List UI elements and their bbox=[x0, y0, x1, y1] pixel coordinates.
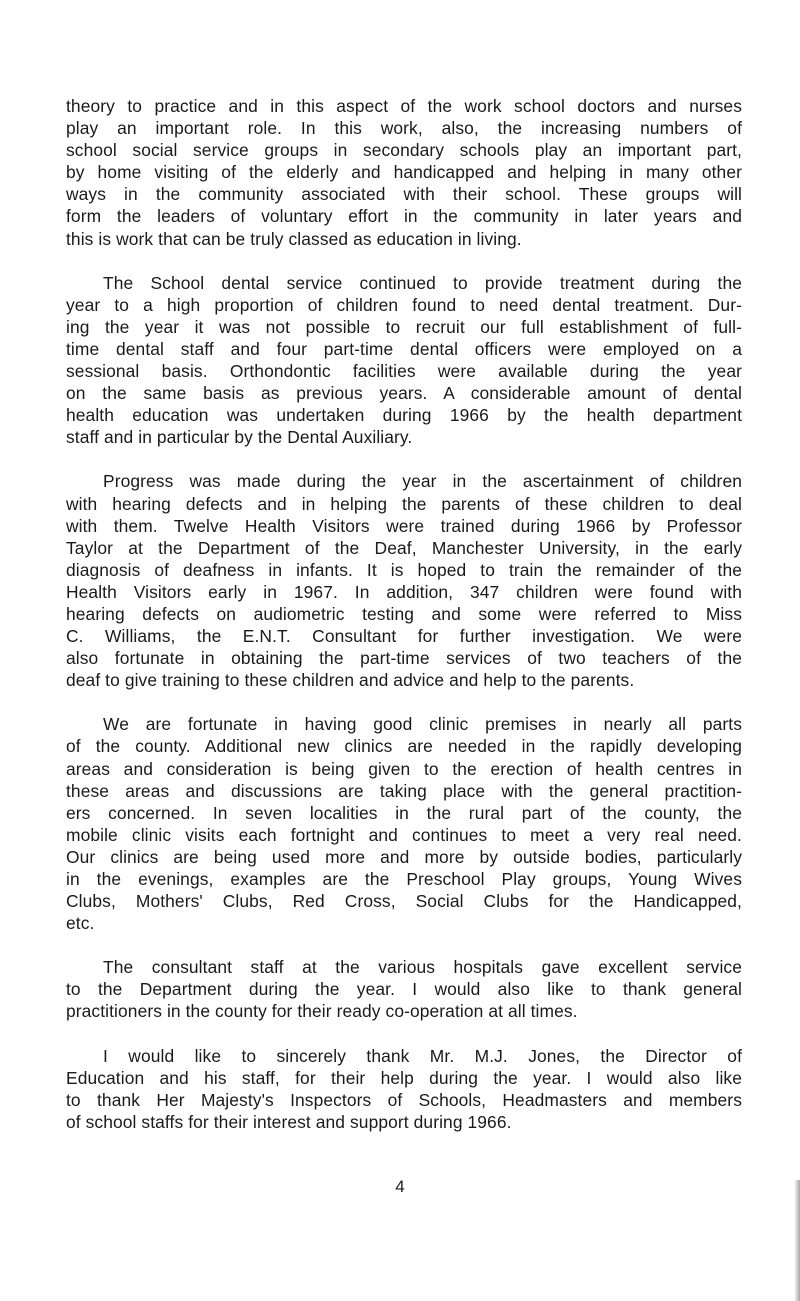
text-line: ing the year it was not possible to recruit our full establishment of full- bbox=[66, 316, 742, 337]
text-line: ways in the community associated with their school. These groups will bbox=[66, 184, 742, 205]
text-line: with hearing defects and in helping the parents of these children to deal bbox=[66, 493, 742, 514]
text-line: deaf to give training to these children and advice and help to the parents. bbox=[66, 670, 635, 691]
text-line: school social service groups in secondary schools play an important part, bbox=[66, 140, 742, 161]
text-line: these areas and discussions are taking place with the general practition- bbox=[66, 780, 742, 801]
document-page bbox=[66, 95, 742, 1155]
text-line: also fortunate in obtaining the part-time services of two teachers of the bbox=[66, 648, 742, 669]
text-line: year to a high proportion of children found to need dental treatment. Dur- bbox=[66, 294, 742, 315]
text-line: to thank Her Majesty's Inspectors of Schools, Headmasters and members bbox=[66, 1089, 742, 1110]
text-line: form the leaders of voluntary effort in the community in later years and bbox=[66, 206, 742, 227]
text-line: on the same basis as previous years. A considerable amount of dental bbox=[66, 383, 742, 404]
text-line: Clubs, Mothers' Clubs, Red Cross, Social Clubs for the Handicapped, bbox=[66, 891, 742, 912]
text-line: staff and in particular by the Dental Auxiliary. bbox=[66, 427, 413, 448]
text-line: The School dental service continued to provide treatment during the bbox=[103, 272, 742, 293]
text-line: mobile clinic visits each fortnight and continues to meet a very real need. bbox=[66, 824, 742, 845]
text-line: theory to practice and in this aspect of the work school doctors and nurses bbox=[66, 96, 742, 116]
page-edge-shadow bbox=[794, 1180, 800, 1301]
paragraph-consultant-staff bbox=[66, 956, 742, 1022]
text-line: Taylor at the Department of the Deaf, Manchester University, in the early bbox=[66, 537, 742, 558]
text-line: of the county. Additional new clinics are needed in the rapidly developing bbox=[66, 736, 742, 757]
text-line: C. Williams, the E.N.T. Consultant for further investigation. We were bbox=[66, 626, 742, 647]
page-number: 4 bbox=[395, 1177, 405, 1196]
text-line: Education and his staff, for their help during the year. I would also like bbox=[66, 1067, 742, 1088]
paragraph-dental-service bbox=[66, 272, 742, 449]
text-line: health education was undertaken during 1966 by the health department bbox=[66, 405, 742, 426]
text-line: Progress was made during the year in the ascertainment of children bbox=[103, 471, 742, 492]
text-line: sessional basis. Orthondontic facilities were available during the year bbox=[66, 361, 742, 382]
text-line: Our clinics are being used more and more by outside bodies, particularly bbox=[66, 846, 742, 867]
text-line: diagnosis of deafness in infants. It is hoped to train the remainder of the bbox=[66, 559, 742, 580]
text-line: etc. bbox=[66, 913, 95, 934]
text-line: We are fortunate in having good clinic premises in nearly all parts bbox=[103, 714, 742, 735]
text-line: of school staffs for their interest and support during 1966. bbox=[66, 1111, 512, 1132]
paragraph-clinic-premises bbox=[66, 713, 742, 934]
text-line: The consultant staff at the various hospitals gave excellent service bbox=[103, 957, 742, 978]
paragraph-hearing-defects bbox=[66, 470, 742, 691]
text-line: areas and consideration is being given to the erection of health centres in bbox=[66, 758, 742, 779]
text-line: in the evenings, examples are the Preschool Play groups, Young Wives bbox=[66, 869, 742, 889]
text-line: by home visiting of the elderly and handicapped and helping in many other bbox=[66, 162, 742, 183]
paragraph-acknowledgements bbox=[66, 1045, 742, 1133]
paragraph-school-social-service bbox=[66, 95, 742, 250]
text-line: Health Visitors early in 1967. In addition, 347 children were found with bbox=[66, 581, 742, 602]
text-line: this is work that can be truly classed as education in living. bbox=[66, 228, 522, 249]
text-line: time dental staff and four part-time dental officers were employed on a bbox=[66, 338, 742, 359]
text-line: practitioners in the county for their ready co-operation at all times. bbox=[66, 1001, 578, 1022]
text-line: hearing defects on audiometric testing and some were referred to Miss bbox=[66, 603, 742, 624]
text-line: to the Department during the year. I would also like to thank general bbox=[66, 979, 742, 1000]
text-line: play an important role. In this work, also, the increasing numbers of bbox=[66, 118, 742, 139]
text-line: ers concerned. In seven localities in the rural part of the county, the bbox=[66, 802, 742, 823]
text-line: I would like to sincerely thank Mr. M.J. Jones, the Director of bbox=[103, 1045, 742, 1066]
text-line: with them. Twelve Health Visitors were trained during 1966 by Professor bbox=[66, 515, 742, 536]
